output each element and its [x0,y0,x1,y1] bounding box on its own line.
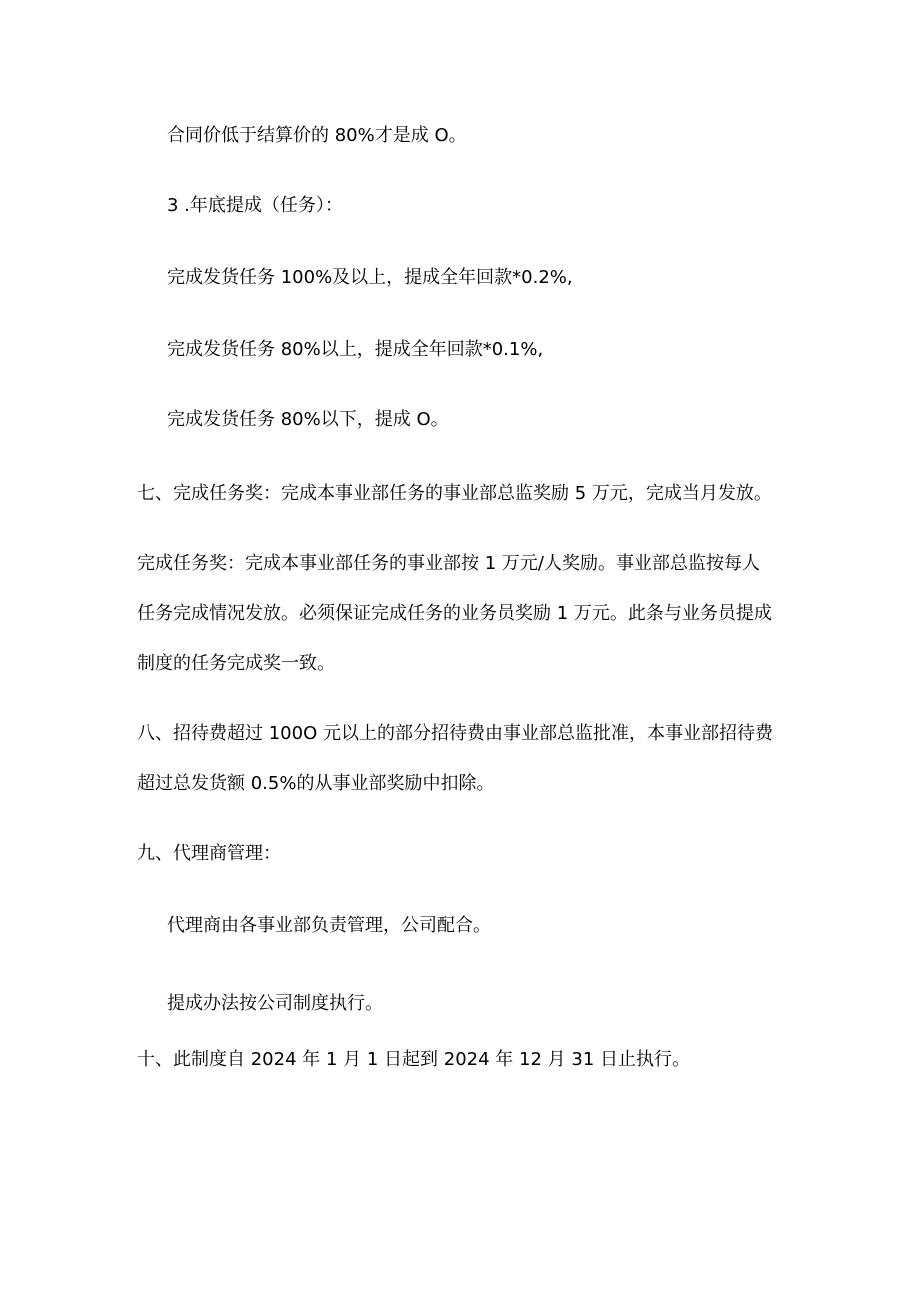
section-ten-effective-period: 十、此制度自 2024 年 1 月 1 日起到 2024 年 12 月 31 日止执行。 [137,1049,690,1070]
section-seven-task-award: 七、完成任务奖：完成本事业部任务的事业部总监奖励 5 万元，完成当月发放。 [137,483,772,504]
heading-year-end-commission: 3 .年底提成（任务）： [167,195,343,216]
paragraph-commission-method: 提成办法按公司制度执行。 [167,993,383,1014]
section-eight-entertainment-line-1: 八、招待费超过 100O 元以上的部分招待费由事业部总监批准，本事业部招待费 [137,723,773,744]
paragraph-task-award-line-1: 完成任务奖：完成本事业部任务的事业部按 1 万元/人奖励。事业部总监按每人 [137,553,760,574]
paragraph-commission-80-above: 完成发货任务 80%以上，提成全年回款*0.1%, [167,339,544,360]
paragraph-task-award-line-2: 任务完成情况发放。必须保证完成任务的业务员奖励 1 万元。此条与业务员提成 [137,603,772,624]
paragraph-task-award-line-3: 制度的任务完成奖一致。 [137,653,335,674]
section-nine-agent-management: 九、代理商管理： [137,843,281,864]
paragraph-contract-price-line: 合同价低于结算价的 80%才是成 O。 [167,125,467,146]
paragraph-commission-100: 完成发货任务 100%及以上，提成全年回款*0.2%, [167,267,573,288]
section-eight-entertainment-line-2: 超过总发货额 0.5%的从事业部奖励中扣除。 [137,773,495,794]
paragraph-agent-management: 代理商由各事业部负责管理，公司配合。 [167,915,491,936]
paragraph-commission-80-below: 完成发货任务 80%以下，提成 O。 [167,409,449,430]
